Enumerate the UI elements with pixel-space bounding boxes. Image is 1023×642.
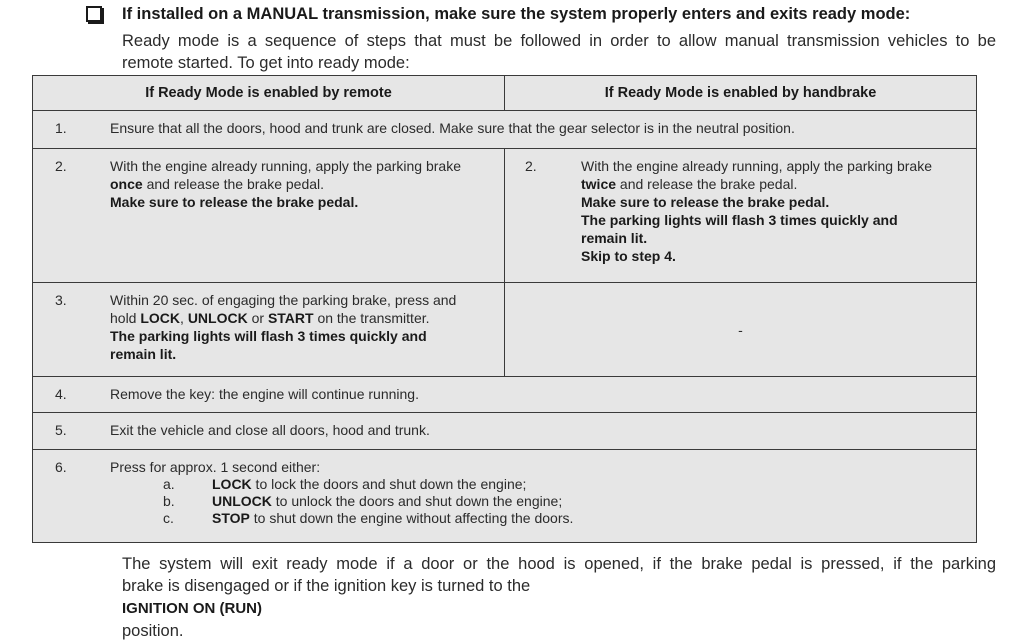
text-span: on the transmitter. (313, 310, 430, 326)
step-text: Remove the key: the engine will continue running. (110, 386, 419, 402)
step-text: Press for approx. 1 second either: (110, 459, 321, 475)
step-number: 4. (55, 386, 67, 402)
bold-word: START (267, 310, 314, 326)
step-text: Ensure that all the doors, hood and trunk are closed. Make sure that the gear selector is in the neutral position. (110, 120, 795, 136)
bold-line: Make sure to release the brake pedal. (110, 194, 359, 210)
step-number: 3. (55, 292, 67, 308)
option-key: STOP (212, 510, 250, 526)
text-line (110, 345, 494, 363)
table-row (33, 377, 977, 413)
step-text: Exit the vehicle and close all doors, hood and trunk. (110, 422, 430, 438)
option-text: to lock the doors and shut down the engine; (251, 476, 527, 492)
option-text: to unlock the doors and shut down the engine; (271, 493, 563, 509)
bold-word: UNLOCK (187, 310, 248, 326)
intro-paragraph (122, 30, 996, 74)
header-remote: If Ready Mode is enabled by remote (33, 76, 505, 111)
text-line (110, 309, 494, 327)
text-line (110, 193, 494, 211)
table-row (33, 149, 977, 283)
text-span: and release the brake pedal. (142, 176, 325, 192)
text-line (581, 175, 966, 193)
bold-line: Skip to step 4. (581, 248, 676, 264)
header-handbrake: If Ready Mode is enabled by handbrake (505, 76, 977, 111)
footer-paragraph (122, 553, 996, 642)
bold-word: twice (581, 176, 617, 192)
bold-line: Make sure to release the brake pedal. (581, 194, 830, 210)
bold-word: IGNITION ON (RUN) (122, 600, 262, 617)
ready-mode-table (32, 75, 977, 543)
option-key: LOCK (212, 476, 252, 492)
text-span: hold (110, 310, 141, 326)
bold-line: The parking lights will flash 3 times quickly and (581, 212, 898, 228)
option-letter: b. (163, 493, 175, 509)
table-header-row (33, 76, 977, 111)
text-line: With the engine already running, apply the parking brake (110, 158, 461, 174)
step-number: 5. (55, 422, 67, 438)
text-span: position. (122, 622, 184, 640)
bold-line: The parking lights will flash 3 times quickly and (110, 328, 427, 344)
text-line: With the engine already running, apply the parking brake (581, 158, 932, 174)
empty-cell-dash: - (505, 283, 977, 377)
text-line (581, 229, 966, 247)
table-row (33, 283, 977, 377)
footer-line-1: The system will exit ready mode if a door or the hood is opened, if the brake pedal is pressed, if the parking (122, 555, 996, 573)
step-text-remote (110, 291, 494, 363)
step-text-remote (110, 157, 494, 211)
option-letter: c. (163, 510, 174, 526)
table-row (33, 413, 977, 450)
option-item (33, 493, 966, 510)
text-line (581, 247, 966, 265)
intro-line-2: remote started. To get into ready mode: (122, 54, 410, 72)
bold-line: remain lit. (110, 346, 177, 362)
section-heading: If installed on a MANUAL transmission, make sure the system properly enters and exits ready mode: (122, 5, 911, 23)
text-line (581, 193, 966, 211)
option-letter: a. (163, 476, 175, 492)
text-line (581, 211, 966, 229)
option-text: to shut down the engine without affecting the doors. (249, 510, 574, 526)
option-key: UNLOCK (212, 493, 272, 509)
step-number: 6. (55, 459, 67, 475)
table-row (33, 111, 977, 149)
text-span: and release the brake pedal. (616, 176, 798, 192)
step-number: 2. (55, 158, 67, 174)
text-line (110, 175, 494, 193)
checkbox-icon[interactable] (86, 6, 102, 22)
text-line (110, 327, 494, 345)
bold-word: once (110, 176, 143, 192)
bold-word: LOCK (140, 310, 181, 326)
table-row (33, 450, 977, 543)
intro-line-1: Ready mode is a sequence of steps that must be followed in order to allow manual transmission vehicles to be (122, 32, 996, 50)
text-span: , (180, 310, 188, 326)
step-text-handbrake (581, 157, 966, 265)
step-number: 2. (525, 158, 537, 174)
footer-line-2 (122, 575, 996, 642)
text-span: or (247, 310, 268, 326)
bold-line: remain lit. (581, 230, 648, 246)
text-line: Within 20 sec. of engaging the parking brake, press and (110, 292, 457, 308)
step-number: 1. (55, 120, 67, 136)
option-item (33, 510, 966, 527)
option-item (33, 476, 966, 493)
text-span: brake is disengaged or if the ignition key is turned to the (122, 577, 531, 595)
